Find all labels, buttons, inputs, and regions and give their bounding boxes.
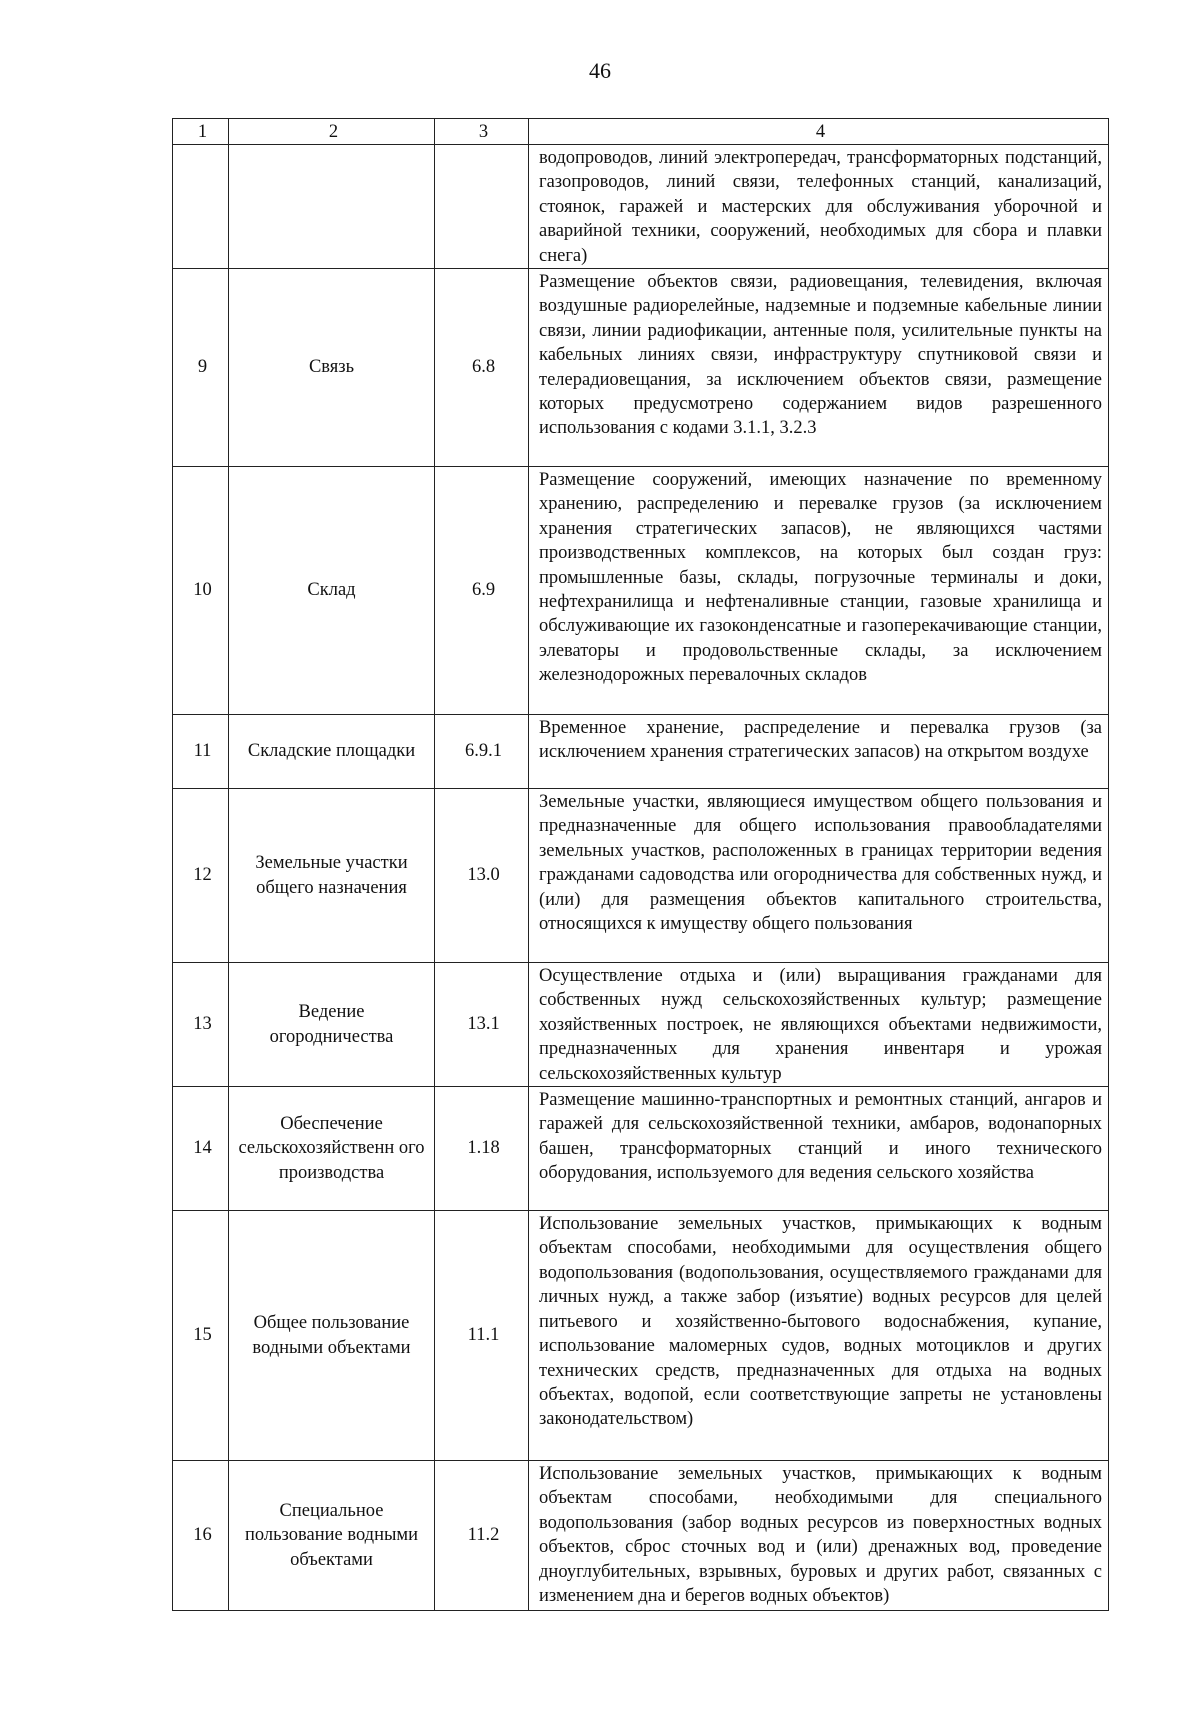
use-type-name: Ведение огородничества [229,963,435,1087]
table-row [173,715,1109,789]
use-type-code: 13.1 [435,963,529,1087]
use-type-name [229,145,435,269]
row-number: 15 [173,1211,229,1461]
column-header-1: 1 [173,119,229,145]
table-row [173,1461,1109,1611]
row-number: 16 [173,1461,229,1611]
table-row [173,789,1109,963]
table-row [173,145,1109,269]
use-type-description: водопроводов, линий электропередач, трансформаторных подстанций, газопроводов, линий связи, телефонных станций, канализаций, стоянок, гаражей и мастерских для обслуживания уборочной и аварийной техники, сооружений, необходимых для сбора и плавки снега) [529,145,1109,269]
land-use-table [172,118,1109,1611]
use-type-name: Специальное пользование водными объектами [229,1461,435,1611]
use-type-description: Размещение машинно-транспортных и ремонтных станций, ангаров и гаражей для сельскохозяйственной техники, амбаров, водонапорных башен, трансформаторных станций и иного технического оборудования, используемого для ведения сельского хозяйства [529,1087,1109,1211]
use-type-description: Осуществление отдыха и (или) выращивания гражданами для собственных нужд сельскохозяйственных культур; размещение хозяйственных построек, не являющихся объектами недвижимости, предназначенных для хранения инвентаря и урожая сельскохозяйственных культур [529,963,1109,1087]
use-type-code [435,145,529,269]
row-number: 13 [173,963,229,1087]
use-type-name: Связь [229,269,435,467]
use-type-description: Земельные участки, являющиеся имуществом общего пользования и предназначенные для общего использования правообладателями земельных участков, расположенных в границах территории ведения гражданами садоводства или огородничества для собственных нужд, и (или) для размещения объектов капитального строительства, относящихся к имуществу общего пользования [529,789,1109,963]
use-type-description: Размещение объектов связи, радиовещания, телевидения, включая воздушные радиорелейные, надземные и подземные кабельные линии связи, линии радиофикации, антенные поля, усилительные пункты на кабельных линиях связи, инфраструктуру спутниковой связи и телерадиовещания, за исключением объектов связи, размещение которых предусмотрено содержанием видов разрешенного использования с кодами 3.1.1, 3.2.3 [529,269,1109,467]
page-number: 46 [589,58,611,83]
row-number: 12 [173,789,229,963]
use-type-name: Склад [229,467,435,715]
use-type-description: Использование земельных участков, примыкающих к водным объектам способами, необходимыми для специального водопользования (забор водных ресурсов из поверхностных водных объектов, сброс сточных вод и (или) дренажных вод, проведение дноуглубительных, взрывных, буровых и других работ, связанных с изменением дна и берегов водных объектов) [529,1461,1109,1611]
column-header-2: 2 [229,119,435,145]
use-type-description: Временное хранение, распределение и перевалка грузов (за исключением хранения стратегических запасов) на открытом воздухе [529,715,1109,789]
use-type-description: Размещение сооружений, имеющих назначение по временному хранению, распределению и перевалке грузов (за исключением хранения стратегических запасов), не являющихся частями производственных комплексов, на которых был создан груз: промышленные базы, склады, погрузочные терминалы и доки, нефтехранилища и нефтеналивные станции, газовые хранилища и обслуживающие их газоконденсатные и газоперекачивающие станции, элеваторы и продовольственные склады, за исключением железнодорожных перевалочных складов [529,467,1109,715]
table-row [173,1087,1109,1211]
column-header-3: 3 [435,119,529,145]
use-type-name: Общее пользование водными объектами [229,1211,435,1461]
use-type-name: Обеспечение сельскохозяйственн ого производства [229,1087,435,1211]
table-row [173,1211,1109,1461]
table-header-row [173,119,1109,145]
table-row [173,269,1109,467]
row-number: 11 [173,715,229,789]
column-header-4: 4 [529,119,1109,145]
use-type-code: 11.1 [435,1211,529,1461]
use-type-code: 1.18 [435,1087,529,1211]
row-number: 14 [173,1087,229,1211]
use-type-name: Складские площадки [229,715,435,789]
use-type-name: Земельные участки общего назначения [229,789,435,963]
table-row [173,467,1109,715]
row-number: 10 [173,467,229,715]
use-type-code: 6.8 [435,269,529,467]
row-number [173,145,229,269]
use-type-code: 11.2 [435,1461,529,1611]
use-type-code: 13.0 [435,789,529,963]
table-row [173,963,1109,1087]
use-type-code: 6.9.1 [435,715,529,789]
row-number: 9 [173,269,229,467]
use-type-code: 6.9 [435,467,529,715]
use-type-description: Использование земельных участков, примыкающих к водным объектам способами, необходимыми для осуществления общего водопользования (водопользования, осуществляемого гражданами для личных нужд, а также забор (изъятие) водных ресурсов для целей питьевого и хозяйственно-бытового водоснабжения, купание, использование маломерных судов, водных мотоциклов и других технических средств, предназначенных для отдыха на водных объектах, водопой, если соответствующие запреты не установлены законодательством) [529,1211,1109,1461]
